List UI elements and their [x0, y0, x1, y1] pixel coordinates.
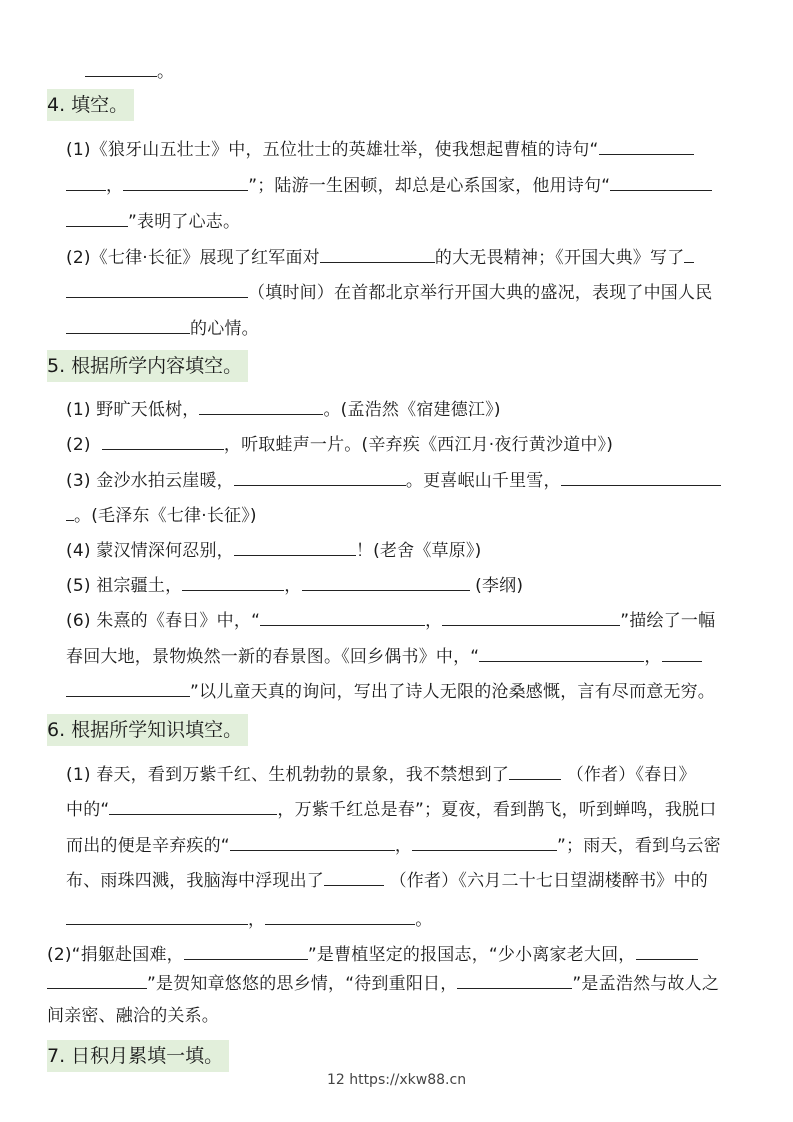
s5-q2: (2) ，听取蛙声一片。(辛弃疾《西江月·夜行黄沙道中》): [66, 431, 613, 457]
answer-blank[interactable]: [66, 502, 74, 521]
s5-q3-line2: 。(毛泽东《七律·长征》): [66, 502, 257, 528]
answer-blank[interactable]: [442, 607, 620, 626]
answer-blank[interactable]: [636, 941, 698, 960]
answer-blank[interactable]: [123, 172, 248, 191]
answer-blank[interactable]: [182, 572, 284, 591]
s4-q1-line3: ”表明了心志。: [66, 208, 240, 234]
s4-q2-line1: (2)《七律·长征》展现了红军面对 的大无畏精神；《开国大典》写了: [66, 244, 694, 270]
section-6-heading: 6. 根据所学知识填空。: [47, 714, 248, 746]
s5-q6-line3: ”以儿童天真的询问，写出了诗人无限的沧桑感慨，言有尽而意无穷。: [66, 678, 715, 704]
answer-blank[interactable]: [412, 832, 557, 851]
s4-q2-line2: （填时间）在首都北京举行开国大典的盛况，表现了中国人民: [66, 279, 712, 305]
answer-blank[interactable]: [66, 315, 190, 334]
answer-blank[interactable]: [66, 279, 248, 298]
answer-blank[interactable]: [260, 607, 425, 626]
s5-q1: (1) 野旷天低树， 。(孟浩然《宿建德江》): [66, 396, 501, 422]
s6-q1-line4: 布、雨珠四溅，我脑海中浮现出了 （作者）《六月二十七日望湖楼醉书》中的: [66, 867, 708, 893]
answer-blank[interactable]: [684, 244, 694, 263]
answer-line-continuation: 。: [85, 58, 174, 84]
answer-blank[interactable]: [599, 136, 694, 155]
s5-q3-line1: (3) 金沙水拍云崖暖， 。更喜岷山千里雪，: [66, 467, 721, 493]
s4-q2-line3: 的心情。: [66, 315, 259, 341]
answer-blank[interactable]: [302, 572, 470, 591]
answer-blank[interactable]: [265, 906, 415, 925]
answer-blank[interactable]: [184, 941, 308, 960]
answer-blank[interactable]: [66, 172, 106, 191]
answer-blank[interactable]: [324, 867, 384, 886]
answer-blank[interactable]: [230, 832, 395, 851]
answer-blank[interactable]: [234, 467, 406, 486]
s6-q1-line5: ， 。: [66, 906, 432, 932]
s5-q4: (4) 蒙汉情深何忍别， ！(老舍《草原》): [66, 537, 481, 563]
answer-blank[interactable]: [662, 643, 702, 662]
answer-blank[interactable]: [457, 970, 572, 989]
s6-q1-line2: 中的“ ，万紫千红总是春”；夏夜，看到鹊飞，听到蝉鸣，我脱口: [66, 796, 716, 822]
section-7-heading: 7. 日积月累填一填。: [47, 1040, 229, 1072]
s4-q1-line1: (1)《狼牙山五壮士》中，五位壮士的英雄壮举，使我想起曹植的诗句“: [66, 136, 694, 162]
section-5-heading: 5. 根据所学内容填空。: [47, 350, 248, 382]
answer-blank[interactable]: [66, 678, 190, 697]
section-4-heading: 4. 填空。: [47, 89, 134, 121]
answer-blank[interactable]: [479, 643, 644, 662]
answer-blank[interactable]: [234, 537, 356, 556]
s5-q6-line2: 春回大地，景物焕然一新的春景图。《回乡偶书》中，“ ，: [66, 643, 702, 669]
answer-blank[interactable]: [47, 970, 147, 989]
s5-q6-line1: (6) 朱熹的《春日》中，“ ， ”描绘了一幅: [66, 607, 715, 633]
s6-q2-line1: (2)“捐躯赴国难， ”是曹植坚定的报国志，“少小离家老大回，: [47, 941, 698, 967]
s5-q5: (5) 祖宗疆土， ， (李纲): [66, 572, 523, 598]
answer-blank[interactable]: [610, 172, 712, 191]
answer-blank[interactable]: [102, 431, 224, 450]
answer-blank[interactable]: [199, 396, 323, 415]
answer-blank[interactable]: [66, 208, 128, 227]
s6-q2-line2: ”是贺知章悠悠的思乡情，“待到重阳日， ”是孟浩然与故人之: [47, 970, 719, 996]
answer-blank[interactable]: [85, 58, 157, 77]
answer-blank[interactable]: [561, 467, 721, 486]
answer-blank[interactable]: [509, 761, 561, 780]
answer-blank[interactable]: [320, 244, 435, 263]
s4-q1-line2: ， ”；陆游一生困顿，却总是心系国家，他用诗句“: [66, 172, 712, 198]
answer-blank[interactable]: [66, 906, 248, 925]
s6-q1-line3: 而出的便是辛弃疾的“ ， ”；雨天，看到乌云密: [66, 832, 721, 858]
answer-blank[interactable]: [109, 796, 277, 815]
s6-q2-line3: 间亲密、融洽的关系。: [47, 1006, 219, 1026]
page-footer: 12 https://xkw88.cn: [326, 1072, 467, 1088]
s6-q1-line1: (1) 春天，看到万紫千红、生机勃勃的景象，我不禁想到了 （作者）《春日》: [66, 761, 696, 787]
